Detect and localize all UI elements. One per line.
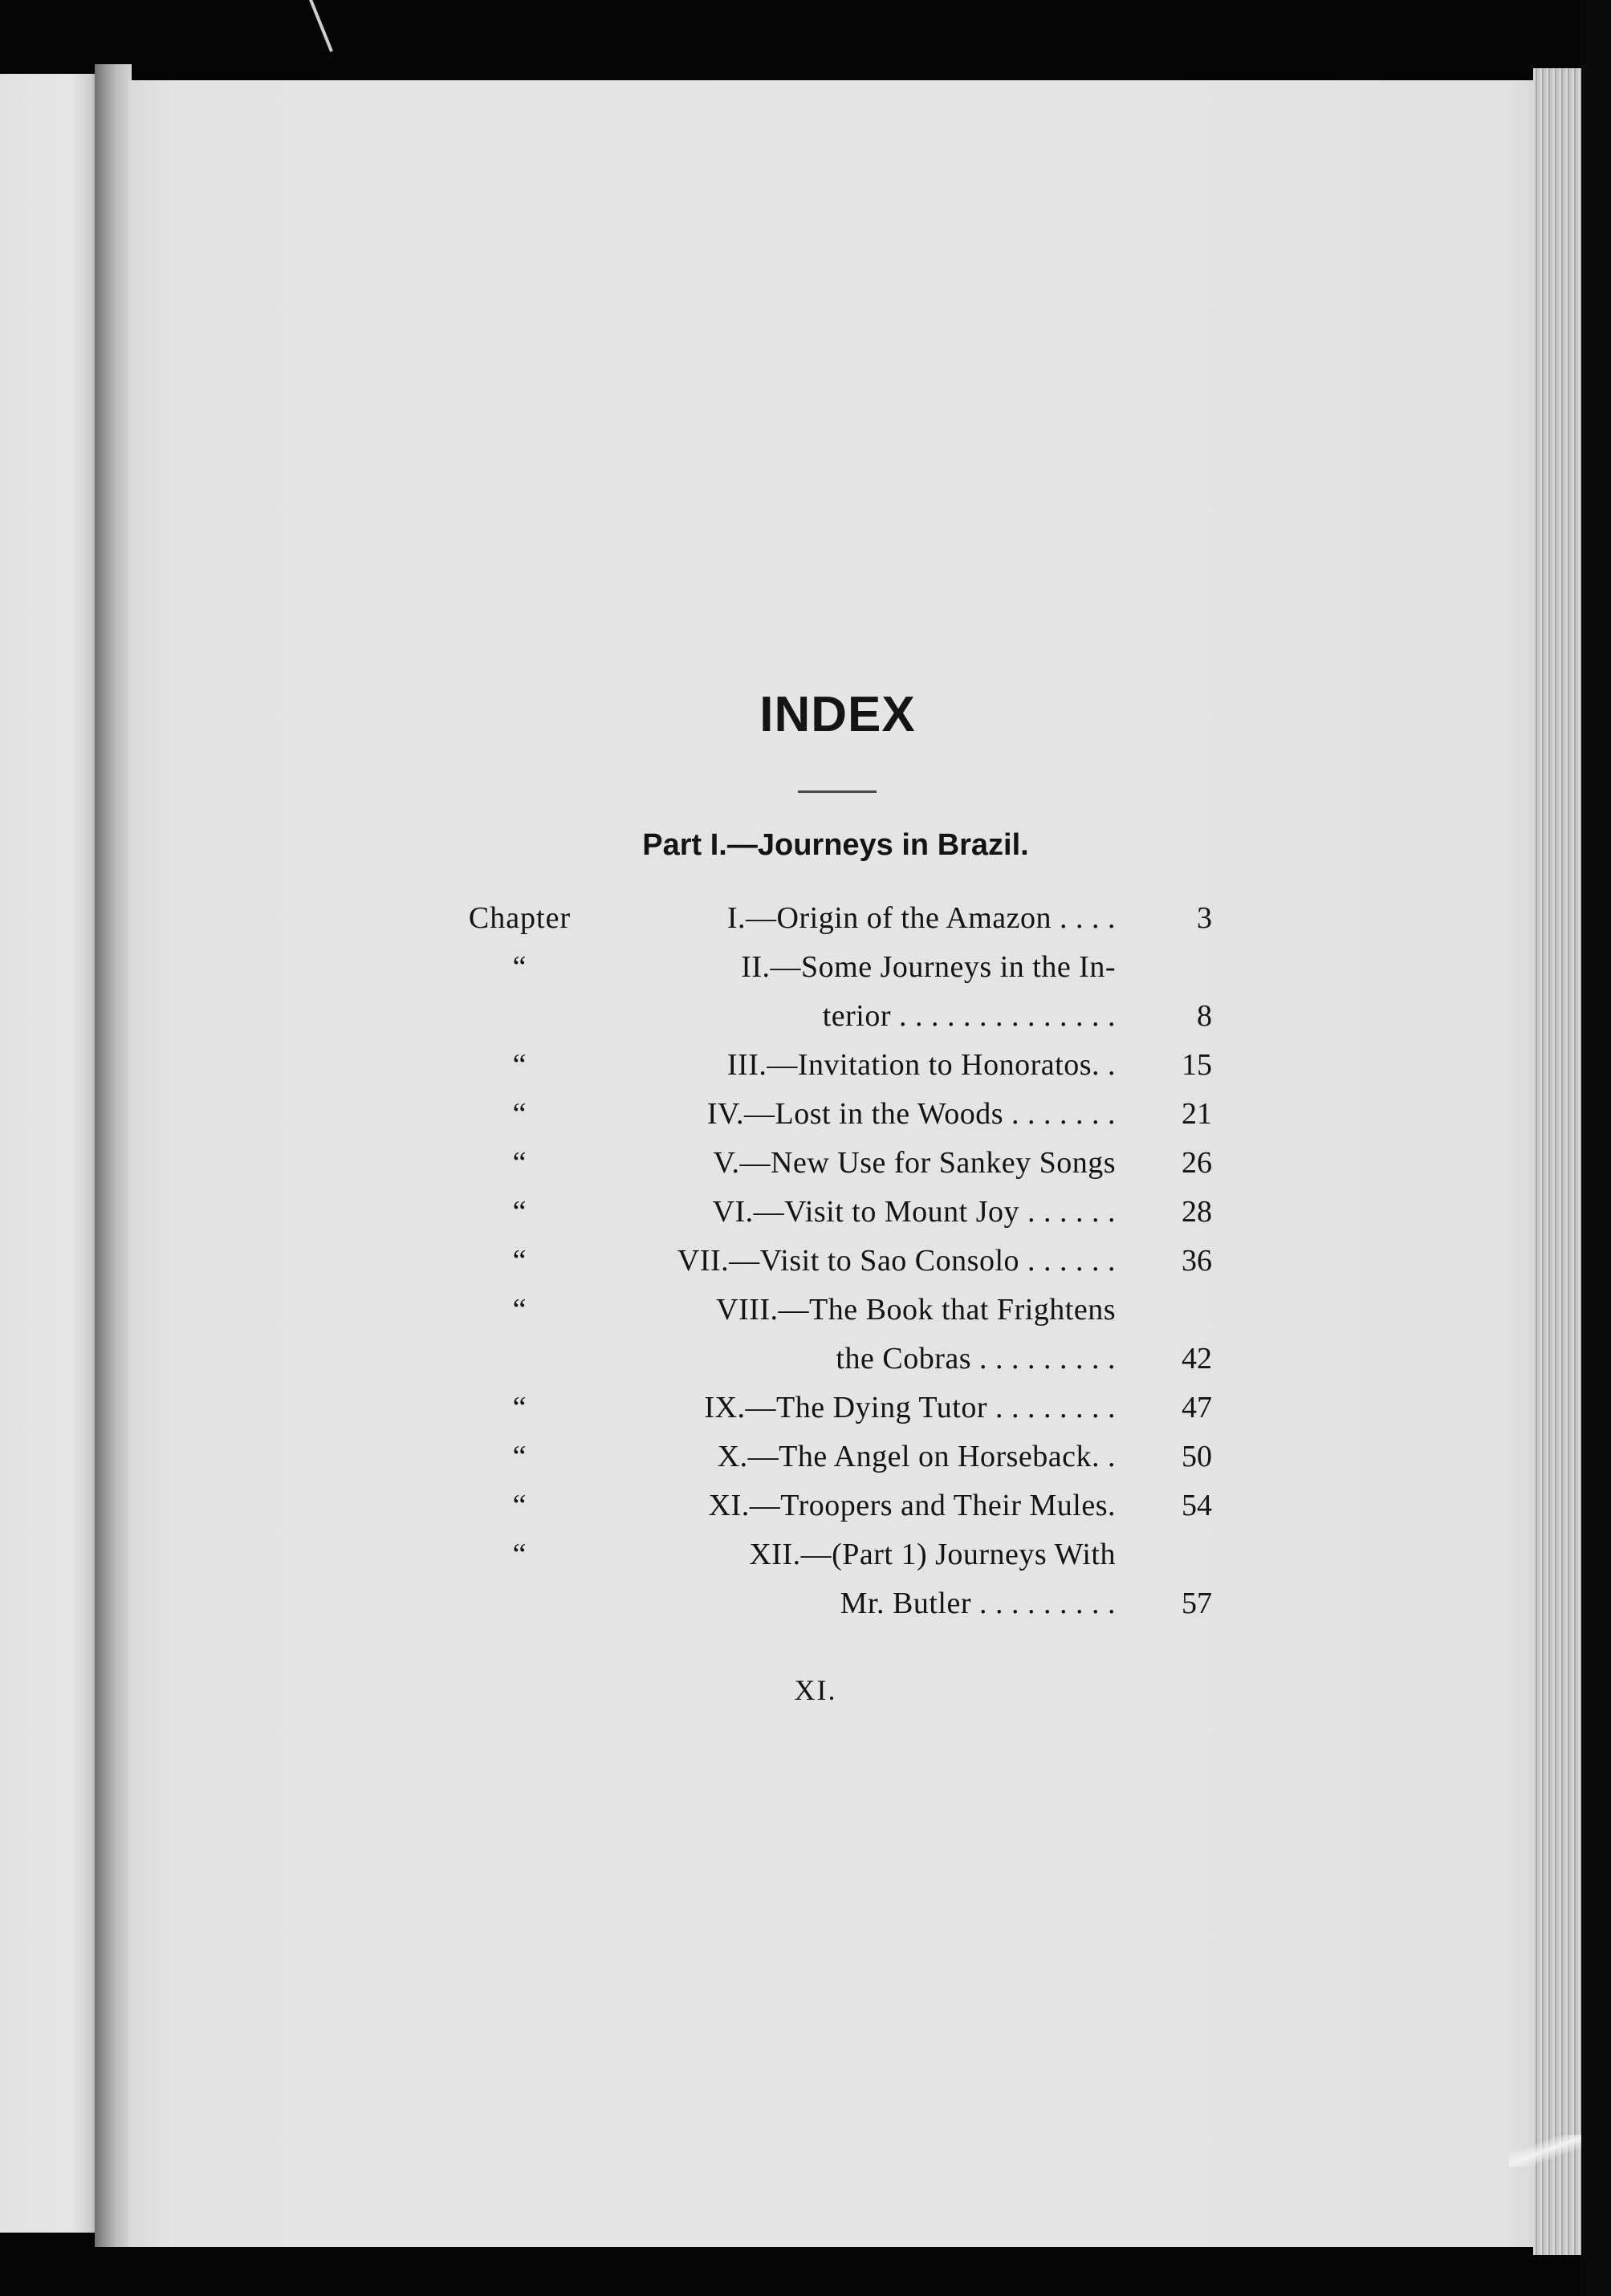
entry-title: VII.—Visit to Sao Consolo . . . . . . — [677, 1244, 1116, 1278]
index-entry-continuation — [450, 1341, 1212, 1391]
entry-title: IX.—The Dying Tutor . . . . . . . . — [704, 1391, 1116, 1424]
entry-title: VI.—Visit to Mount Joy . . . . . . — [712, 1195, 1116, 1229]
entry-title: III.—Invitation to Honoratos. . — [726, 1048, 1116, 1082]
index-entry — [450, 949, 1212, 999]
entry-page-number: 3 — [1197, 901, 1212, 935]
entry-page-number: 42 — [1182, 1342, 1212, 1376]
entry-title: I.—Origin of the Amazon . . . . — [726, 901, 1116, 935]
entry-lead: “ — [512, 950, 527, 984]
index-entry — [450, 1390, 1212, 1440]
page-block-edges — [1533, 68, 1581, 2255]
entry-title: II.—Some Journeys in the In- — [741, 950, 1116, 984]
entry-title: the Cobras . . . . . . . . . — [836, 1342, 1116, 1376]
entry-title: XI.—Troopers and Their Mules. — [708, 1489, 1116, 1522]
page-corner-glint — [1509, 2135, 1581, 2167]
title-rule — [798, 790, 877, 793]
entry-title: X.—The Angel on Horseback. . — [717, 1440, 1116, 1473]
entry-page-number: 28 — [1182, 1195, 1212, 1229]
entry-page-number: 26 — [1182, 1146, 1212, 1180]
entry-lead: “ — [512, 1244, 527, 1278]
index-entry — [450, 1047, 1212, 1097]
entry-lead: “ — [512, 1440, 527, 1473]
book-gutter — [95, 64, 132, 2247]
entry-page-number: 21 — [1182, 1097, 1212, 1131]
entry-lead: “ — [512, 1048, 527, 1082]
index-entry — [450, 1488, 1212, 1538]
entry-title: VIII.—The Book that Frightens — [716, 1293, 1116, 1327]
part-heading: Part I.—Journeys in Brazil. — [642, 828, 1029, 862]
entry-page-number: 54 — [1182, 1489, 1212, 1522]
entry-title: terior . . . . . . . . . . . . . . — [822, 999, 1116, 1033]
entry-page-number: 15 — [1182, 1048, 1212, 1082]
entry-page-number: 47 — [1182, 1391, 1212, 1424]
index-entry — [450, 1439, 1212, 1489]
entry-title: V.—New Use for Sankey Songs — [713, 1146, 1116, 1180]
entry-lead: “ — [512, 1391, 527, 1424]
page-title: INDEX — [759, 687, 916, 742]
index-entry-continuation — [450, 1586, 1212, 1636]
index-entry — [450, 1194, 1212, 1244]
index-entry — [450, 1243, 1212, 1293]
entry-lead: “ — [512, 1489, 527, 1522]
index-entry — [450, 1145, 1212, 1195]
scan-artifact — [309, 0, 333, 52]
entry-lead: “ — [512, 1097, 527, 1131]
page-folio: XI. — [794, 1674, 837, 1706]
index-entry-continuation — [450, 998, 1212, 1048]
left-page-edge — [0, 74, 103, 2233]
entry-lead: “ — [512, 1293, 527, 1327]
entry-page-number: 36 — [1182, 1244, 1212, 1278]
entry-title: IV.—Lost in the Woods . . . . . . . — [706, 1097, 1116, 1131]
entry-title: XII.—(Part 1) Journeys With — [749, 1538, 1116, 1571]
index-entry — [450, 1292, 1212, 1342]
scan-background — [1581, 0, 1611, 2296]
entry-lead: “ — [512, 1538, 527, 1571]
entry-page-number: 50 — [1182, 1440, 1212, 1473]
entry-page-number: 8 — [1197, 999, 1212, 1033]
entry-lead: “ — [512, 1146, 527, 1180]
index-entry — [450, 1537, 1212, 1587]
index-entry — [450, 1096, 1212, 1146]
entry-title: Mr. Butler . . . . . . . . . — [840, 1587, 1116, 1620]
entry-page-number: 57 — [1182, 1587, 1212, 1620]
index-entry — [450, 900, 1212, 950]
entry-lead: “ — [512, 1195, 527, 1229]
entry-lead: Chapter — [468, 901, 572, 935]
